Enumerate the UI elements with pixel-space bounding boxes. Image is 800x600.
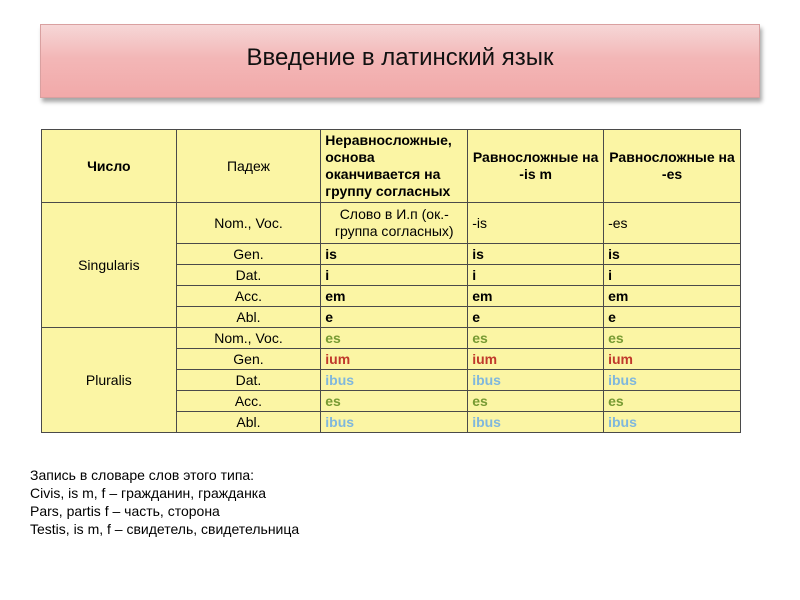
ending-cell: ibus	[604, 412, 741, 433]
ending-cell: i	[321, 265, 468, 286]
ending-cell: -is	[468, 203, 604, 244]
ending-cell: e	[468, 307, 604, 328]
ending-cell: es	[321, 328, 468, 349]
notes-example: Civis, is m, f – гражданин, гражданка	[30, 485, 267, 501]
case-cell: Gen.	[176, 244, 321, 265]
ending-cell: es	[604, 328, 741, 349]
declension-table	[41, 129, 741, 433]
ending-cell: ium	[321, 349, 468, 370]
table-row	[42, 328, 741, 349]
header-col-c: Равносложные на -es	[604, 130, 741, 203]
ending-cell: ibus	[468, 412, 604, 433]
table-header-row	[42, 130, 741, 203]
case-cell: Acc.	[176, 391, 321, 412]
slide-title: Введение в латинский язык	[246, 44, 554, 71]
ending-cell: em	[604, 286, 741, 307]
header-number: Число	[42, 130, 177, 203]
ending-cell: e	[321, 307, 468, 328]
case-cell: Nom., Voc.	[176, 328, 321, 349]
ending-cell: is	[468, 244, 604, 265]
ending-cell: ibus	[321, 412, 468, 433]
ending-cell: is	[604, 244, 741, 265]
ending-cell: e	[604, 307, 741, 328]
ending-cell: es	[468, 328, 604, 349]
number-singularis: Singularis	[42, 203, 177, 328]
ending-cell: ium	[468, 349, 604, 370]
number-pluralis: Pluralis	[42, 328, 177, 433]
notes-example: Pars, partis f – часть, сторона	[30, 503, 220, 519]
ending-cell: ium	[604, 349, 741, 370]
case-cell: Dat.	[176, 370, 321, 391]
case-cell: Abl.	[176, 307, 321, 328]
ending-cell: Слово в И.п (ок.- группа согласных)	[321, 203, 468, 244]
ending-cell: -es	[604, 203, 741, 244]
ending-cell: i	[468, 265, 604, 286]
table-row	[42, 203, 741, 244]
ending-cell: es	[321, 391, 468, 412]
ending-cell: i	[604, 265, 741, 286]
ending-cell: ibus	[321, 370, 468, 391]
ending-cell: em	[321, 286, 468, 307]
case-cell: Gen.	[176, 349, 321, 370]
ending-cell: ibus	[468, 370, 604, 391]
ending-cell: ibus	[604, 370, 741, 391]
ending-cell: es	[468, 391, 604, 412]
header-case: Падеж	[176, 130, 321, 203]
ending-cell: is	[321, 244, 468, 265]
header-col-b: Равносложные на -is m	[468, 130, 604, 203]
dictionary-notes	[30, 466, 299, 538]
ending-cell: es	[604, 391, 741, 412]
case-cell: Acc.	[176, 286, 321, 307]
case-cell: Nom., Voc.	[176, 203, 321, 244]
notes-heading: Запись в словаре слов этого типа:	[30, 467, 255, 483]
header-col-a: Неравносложные, основа оканчивается на группу согласных	[321, 130, 468, 203]
slide-title-box	[40, 24, 760, 98]
notes-example: Testis, is m, f – свидетель, свидетельница	[30, 521, 300, 537]
ending-cell: em	[468, 286, 604, 307]
case-cell: Abl.	[176, 412, 321, 433]
case-cell: Dat.	[176, 265, 321, 286]
